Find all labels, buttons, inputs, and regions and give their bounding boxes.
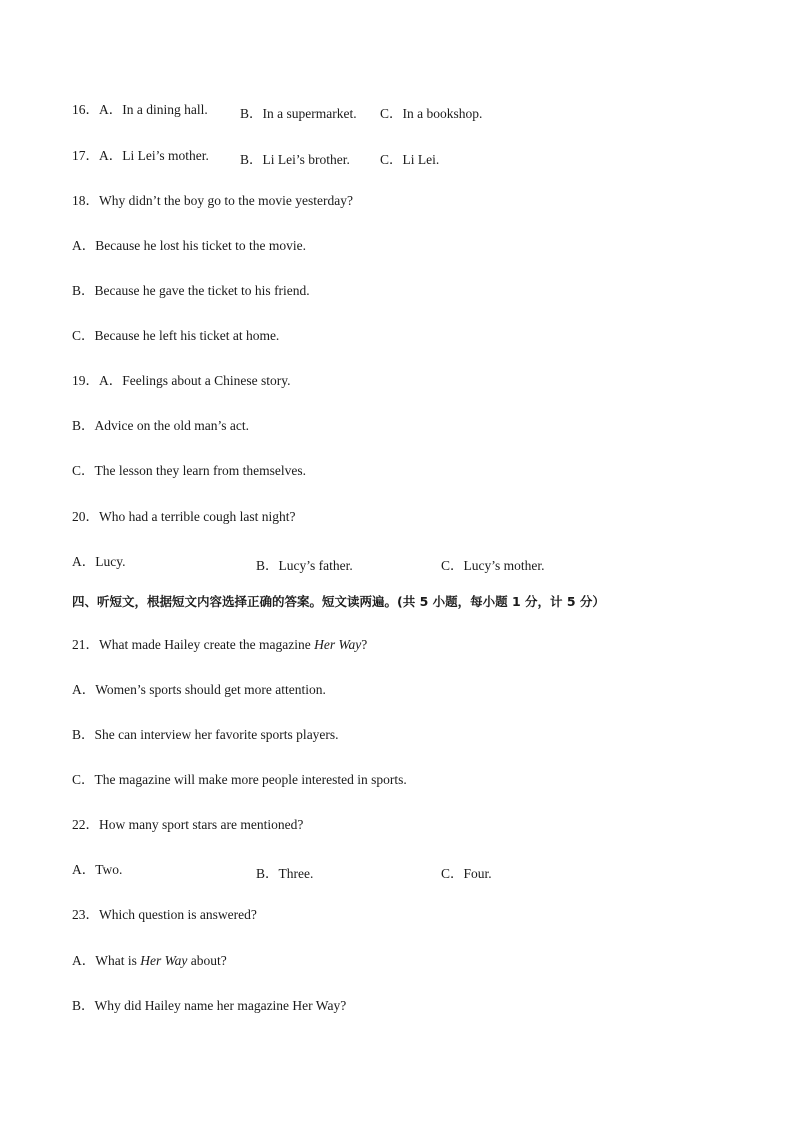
q19-option-c: C．The lesson they learn from themselves.	[72, 463, 306, 478]
q21-option-a: A．Women’s sports should get more attention.	[72, 682, 326, 697]
q23-magazine-title: Her Way	[140, 953, 188, 968]
q19-option-a: 19．A．Feelings about a Chinese story.	[72, 373, 291, 388]
q16-option-b: B．In a supermarket.	[240, 106, 357, 121]
q22-stem: 22．How many sport stars are mentioned?	[72, 817, 304, 832]
q21-stem-end: ?	[361, 637, 368, 652]
q17-option-c: C．Li Lei.	[380, 152, 440, 167]
q22-option-b: B．Three.	[256, 866, 314, 881]
q19-option-b: B．Advice on the old man’s act.	[72, 418, 249, 433]
q21-stem-text: 21．What made Hailey create the magazine	[72, 637, 315, 652]
q18-option-c: C．Because he left his ticket at home.	[72, 328, 280, 343]
q16-option-c: C．In a bookshop.	[380, 106, 483, 121]
q22-option-c: C．Four.	[441, 866, 492, 881]
q23-option-b: B．Why did Hailey name her magazine Her Way?	[72, 998, 347, 1013]
q18-stem: 18．Why didn’t the boy go to the movie yesterday?	[72, 193, 353, 208]
q23-stem: 23．Which question is answered?	[72, 907, 257, 922]
q23-option-a-end: about?	[187, 953, 227, 968]
q21-option-b: B．She can interview her favorite sports players.	[72, 727, 339, 742]
q17-option-a: 17．A．Li Lei’s mother.	[72, 148, 209, 163]
q22-option-a: A．Two.	[72, 862, 123, 877]
section-heading: 四、听短文，根据短文内容选择正确的答案。短文读两遍。(共 5 小题，每小题 1 分，计 5 分）	[72, 594, 605, 609]
q20-option-b: B．Lucy’s father.	[256, 558, 353, 573]
q20-option-c: C．Lucy’s mother.	[441, 558, 545, 573]
q17-option-b: B．Li Lei’s brother.	[240, 152, 350, 167]
q18-option-b: B．Because he gave the ticket to his friend.	[72, 283, 310, 298]
q21-option-c: C．The magazine will make more people interested in sports.	[72, 772, 407, 787]
q21-magazine-title: Her Way	[314, 637, 362, 652]
q20-stem: 20．Who had a terrible cough last night?	[72, 509, 296, 524]
q16-option-a: 16．A．In a dining hall.	[72, 102, 208, 117]
q18-option-a: A．Because he lost his ticket to the movie.	[72, 238, 306, 253]
q23-option-a	[72, 953, 227, 969]
q23-option-a-text: A．What is	[72, 953, 141, 968]
q20-option-a: A．Lucy.	[72, 554, 126, 569]
q21-stem	[72, 637, 367, 653]
